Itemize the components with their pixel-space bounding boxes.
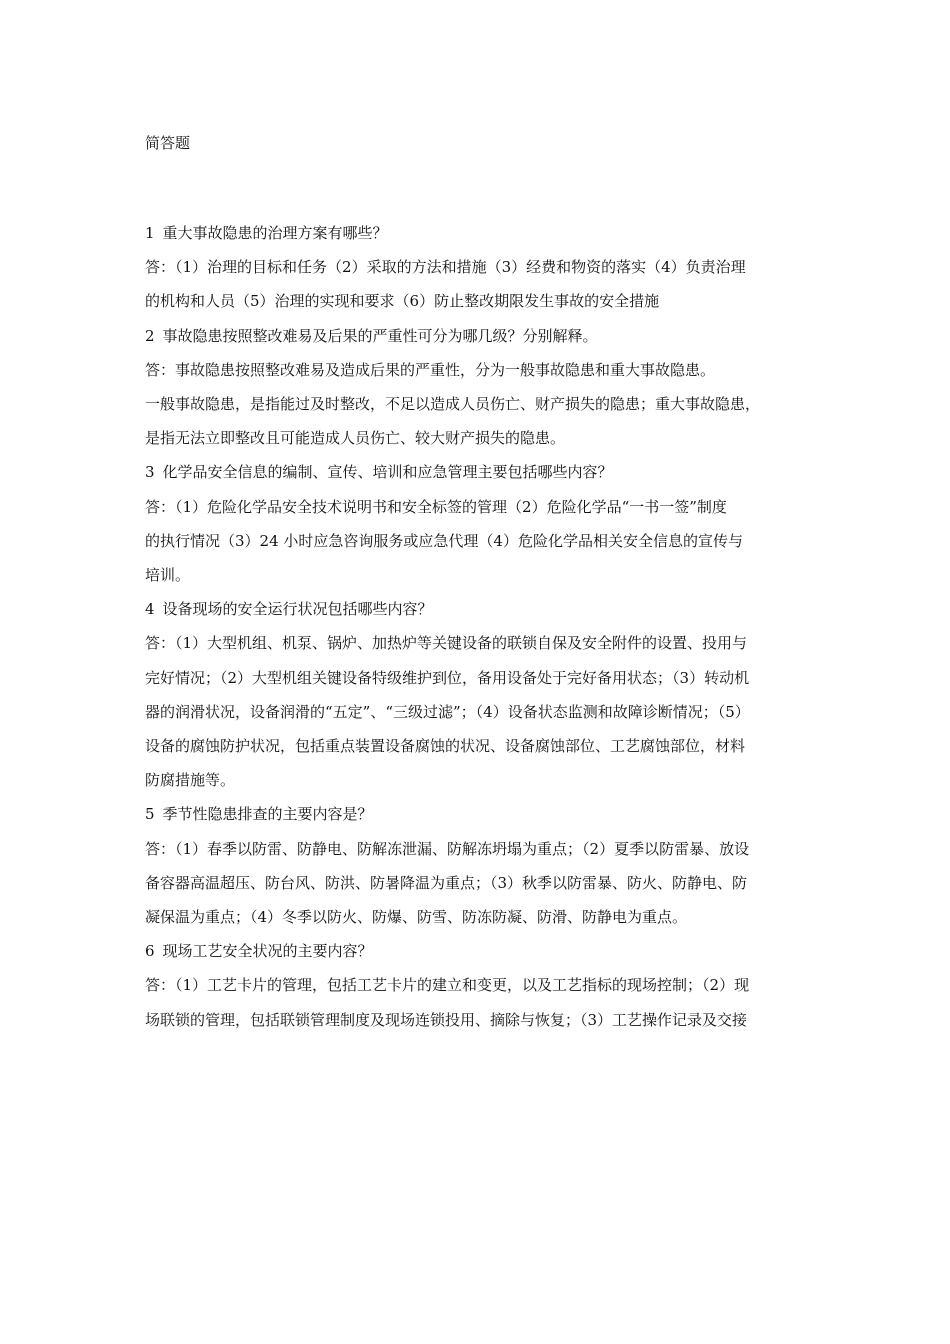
answer-line: 器的润滑状况，设备润滑的“五定”、“三级过滤”；（4）设备状态监测和故障诊断情况；（5） [145,702,750,721]
answer-line: 设备的腐蚀防护状况，包括重点装置设备腐蚀的状况、设备腐蚀部位、工艺腐蚀部位，材料 [145,737,746,756]
question-text: 化学品安全信息的编制、宣传、培训和应急管理主要包括哪些内容？ [162,463,613,482]
answer-line: 凝保温为重点；（4）冬季以防火、防爆、防雪、防冻防凝、防滑、防静电为重点。 [145,908,688,927]
answer-line: 答：（1）春季以防雷、防静电、防解冻泄漏、防解冻坍塌为重点；（2）夏季以防雷暴、放设 [145,839,750,858]
document-page [145,118,807,1037]
answer-line: 是指无法立即整改且可能造成人员伤亡、较大财产损失的隐患。 [145,429,566,448]
question-line [145,216,807,250]
question-number: 2 [145,326,155,345]
document-body [145,216,807,1037]
question-number: 4 [145,600,155,619]
answer-line: 答：（1）治理的目标和任务（2）采取的方法和措施（3）经费和物资的落实（4）负责治理 [145,258,746,277]
question-line [145,455,807,489]
answer-line: 答：（1）工艺卡片的管理，包括工艺卡片的建立和变更，以及工艺指标的现场控制；（2）现 [145,976,750,995]
question-number: 6 [145,942,155,961]
page-title: 简答题 [145,134,191,152]
answer-line: 备容器高温超压、防台风、防洪、防暑降温为重点；（3）秋季以防雷暴、防火、防静电、防 [145,873,748,892]
answer-line: 的执行情况（3）24 小时应急咨询服务或应急代理（4）危险化学品相关安全信息的宣传与 [145,531,743,550]
question-number: 1 [145,224,155,242]
question-text: 现场工艺安全状况的主要内容？ [162,942,373,961]
answer-line: 一般事故隐患，是指能过及时整改，不足以造成人员伤亡、财产损失的隐患；重大事故隐患， [145,395,761,414]
answer-line: 培训。 [145,566,191,585]
answer-line: 答：（1）大型机组、机泵、锅炉、加热炉等关键设备的联锁自保及安全附件的设置、投用与 [145,634,748,653]
question-text: 季节性隐患排查的主要内容是？ [162,805,373,824]
question-text: 事故隐患按照整改难易及后果的严重性可分为哪几级？分别解释。 [162,326,598,345]
question-line [145,319,807,353]
question-text: 设备现场的安全运行状况包括哪些内容？ [162,600,433,619]
answer-line: 场联锁的管理，包括联锁管理制度及现场连锁投用、摘除与恢复；（3）工艺操作记录及交接 [145,1010,748,1029]
question-text: 重大事故隐患的治理方案有哪些？ [162,224,388,242]
answer-line: 的机构和人员（5）治理的实现和要求（6）防止整改期限发生事故的安全措施 [145,292,660,311]
answer-line: 防腐措施等。 [145,771,236,790]
answer-line: 完好情况；（2）大型机组关键设备特级维护到位，备用设备处于完好备用状态；（3）转动机 [145,668,750,687]
question-line [145,592,807,626]
answer-line: 答：（1）危险化学品安全技术说明书和安全标签的管理（2）危险化学品“一书一签”制度 [145,497,727,516]
question-line [145,797,807,831]
answer-line: 答：事故隐患按照整改难易及造成后果的严重性，分为一般事故隐患和重大事故隐患。 [145,360,716,379]
question-number: 3 [145,463,155,482]
question-number: 5 [145,805,155,824]
question-line [145,934,807,968]
